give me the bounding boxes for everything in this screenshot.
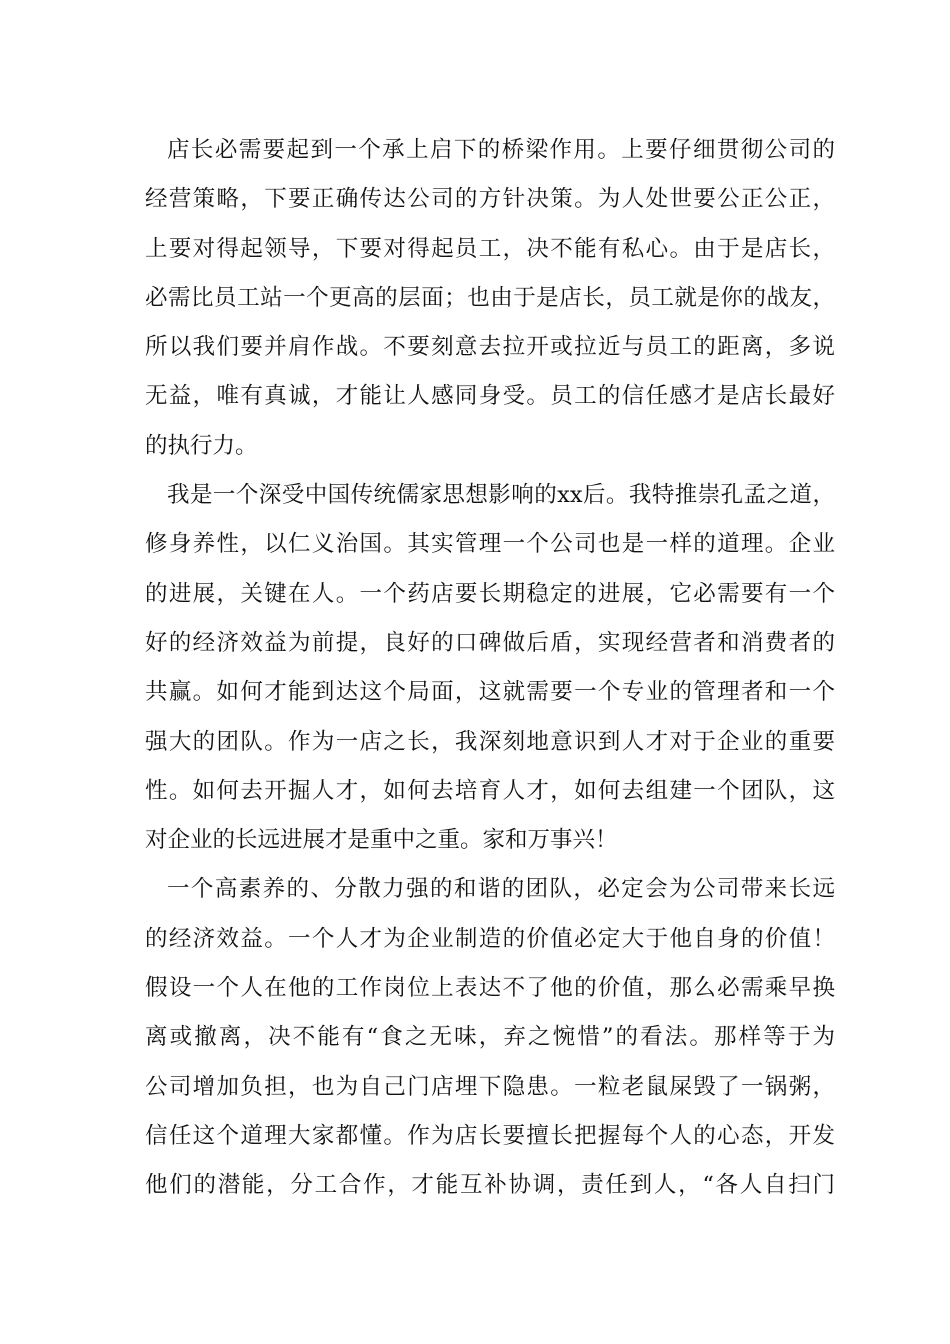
paragraph-1-line-2: 经营策略，下要正确传达公司的方针决策。为人处世要公正公正，: [145, 186, 835, 213]
paragraph-1-line-1: 店长必需要起到一个承上启下的桥梁作用。上要仔细贯彻公司的: [167, 137, 835, 163]
paragraph-3-line-5: 公司增加负担，也为自己门店埋下隐患。一粒老鼠屎毁了一锅粥，: [145, 1073, 835, 1100]
paragraph-1-line-7: 的执行力。: [145, 432, 258, 459]
paragraph-1-line-4: 必需比员工站一个更高的层面；也由于是店长，员工就是你的战友，: [145, 284, 835, 311]
paragraph-1-line-5: 所以我们要并肩作战。不要刻意去拉开或拉近与员工的距离，多说: [145, 334, 835, 361]
paragraph-3-line-6: 信任这个道理大家都懂。作为店长要擅长把握每个人的心态，开发: [145, 1122, 835, 1149]
paragraph-3-line-3: 假设一个人在他的工作岗位上表达不了他的价值，那么必需乘早换: [145, 975, 835, 1002]
paragraph-1-line-3: 上要对得起领导，下要对得起员工，决不能有私心。由于是店长，: [145, 235, 835, 262]
paragraph-3-line-4: 离或撤离，决不能有“食之无味，弃之惋惜”的看法。那样等于为: [145, 1024, 835, 1051]
body-text: [145, 126, 835, 1211]
paragraph-2-line-7: 性。如何去开掘人才，如何去培育人才，如何去组建一个团队，这: [145, 777, 835, 804]
paragraph-2-line-3: 的进展，关键在人。一个药店要长期稳定的进展，它必需要有一个: [145, 580, 835, 607]
paragraph-2-line-4: 好的经济效益为前提，良好的口碑做后盾，实现经营者和消费者的: [145, 629, 835, 656]
paragraph-2-line-8: 对企业的长远进展才是重中之重。家和万事兴！: [145, 827, 618, 854]
paragraph-3-line-2: 的经济效益。一个人才为企业制造的价值必定大于他自身的价值！: [145, 925, 835, 952]
paragraph-2-line-6: 强大的团队。作为一店之长，我深刻地意识到人才对于企业的重要: [145, 728, 835, 755]
paragraph-2-line-5: 共赢。如何才能到达这个局面，这就需要一个专业的管理者和一个: [145, 679, 835, 706]
paragraph-2-line-1: 我是一个深受中国传统儒家思想影响的xx后。我特推崇孔孟之道，: [167, 482, 835, 509]
paragraph-1-line-6: 无益，唯有真诚，才能让人感同身受。员工的信任感才是店长最好: [145, 383, 835, 410]
paragraph-3-line-1: 一个高素养的、分散力强的和谐的团队，必定会为公司带来长远: [167, 876, 835, 903]
paragraph-2-line-2: 修身养性，以仁义治国。其实管理一个公司也是一样的道理。企业: [145, 531, 835, 558]
paragraph-3-line-7: 他们的潜能，分工合作，才能互补协调，责任到人，“各人自扫门: [145, 1172, 835, 1199]
